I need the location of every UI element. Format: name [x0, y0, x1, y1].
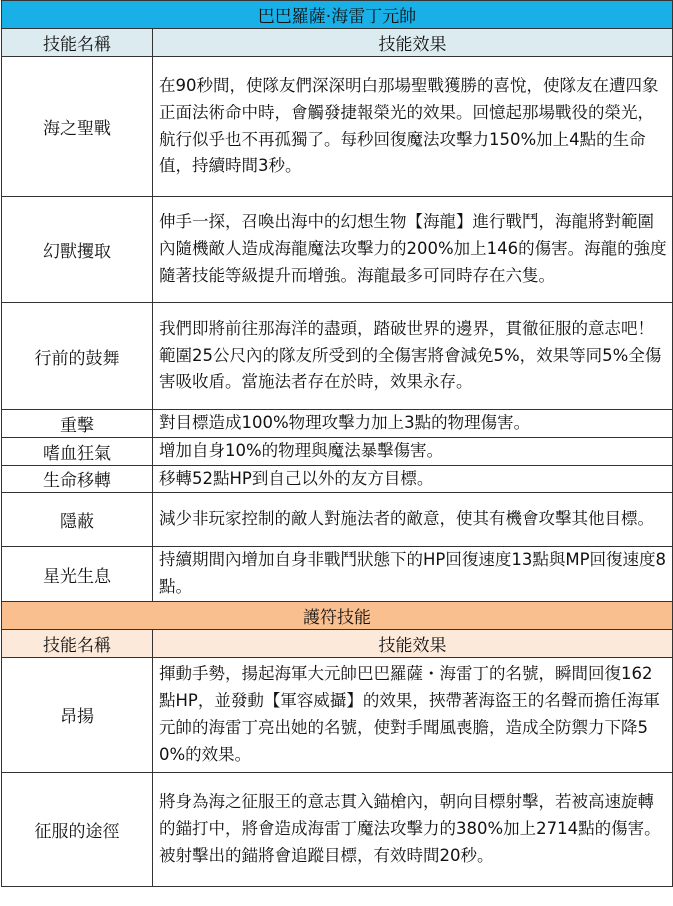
- skill-table: [1, 0, 673, 887]
- table-row: [2, 197, 673, 303]
- skill-name: 昂揚: [2, 657, 153, 772]
- table-row: [2, 410, 673, 438]
- skill-name: 生命移轉: [2, 465, 153, 493]
- table-row: [2, 657, 673, 772]
- table-row: [2, 303, 673, 410]
- table-row: [2, 437, 673, 465]
- skill-name: 幻獸攫取: [2, 197, 153, 303]
- skill-effect: 增加自身10%的物理與魔法暴擊傷害。: [153, 437, 673, 465]
- skill-name: 行前的鼓舞: [2, 303, 153, 410]
- skill-name: 征服的途徑: [2, 772, 153, 886]
- skill-name: 星光生息: [2, 547, 153, 602]
- skill-name: 隱蔽: [2, 493, 153, 547]
- amulet-section-title: 護符技能: [2, 601, 673, 629]
- column-header-skill-effect: 技能效果: [153, 629, 673, 657]
- column-header-skill-effect: 技能效果: [153, 29, 673, 57]
- table-row: [2, 772, 673, 886]
- skill-effect: 我們即將前往那海洋的盡頭，踏破世界的邊界，貫徹征服的意志吧！範圍25公尺內的隊友所受到的全傷害將會減免5%，效果等同5%全傷害吸收盾。當施法者存在於時，效果永存。: [153, 303, 673, 410]
- skill-name: 重擊: [2, 410, 153, 438]
- table-row: [2, 465, 673, 493]
- skill-effect: 將身為海之征服王的意志貫入錨槍內，朝向目標射擊，若被高速旋轉的錨打中，將會造成海雷丁魔法攻擊力的380%加上2714點的傷害。被射擊出的錨將會追蹤目標，有效時間20秒。: [153, 772, 673, 886]
- character-title: 巴巴羅薩·海雷丁元帥: [2, 1, 673, 29]
- table-row: [2, 57, 673, 197]
- skill-effect: 揮動手勢，揚起海軍大元帥巴巴羅薩・海雷丁的名號，瞬間回復162點HP，並發動【軍容威攝】的效果，挾帶著海盜王的名聲而擔任海軍元帥的海雷丁亮出她的名號，使對手聞風喪膽，造成全防禦力下降50%的效果。: [153, 657, 673, 772]
- column-header-skill-name: 技能名稱: [2, 629, 153, 657]
- column-header-skill-name: 技能名稱: [2, 29, 153, 57]
- table-row: [2, 547, 673, 602]
- skill-effect: 減少非玩家控制的敵人對施法者的敵意，使其有機會攻擊其他目標。: [153, 493, 673, 547]
- skill-name: 海之聖戰: [2, 57, 153, 197]
- skill-effect: 移轉52點HP到自己以外的友方目標。: [153, 465, 673, 493]
- skill-effect: 伸手一探，召喚出海中的幻想生物【海龍】進行戰鬥，海龍將對範圍內隨機敵人造成海龍魔法攻擊力的200%加上146的傷害。海龍的強度隨著技能等級提升而增強。海龍最多可同時存在六隻。: [153, 197, 673, 303]
- skill-name: 嗜血狂氣: [2, 437, 153, 465]
- skill-effect: 對目標造成100%物理攻擊力加上3點的物理傷害。: [153, 410, 673, 438]
- skill-effect: 在90秒間，使隊友們深深明白那場聖戰獲勝的喜悅，使隊友在遭四象正面法術命中時，會觸發捷報榮光的效果。回憶起那場戰役的榮光，航行似乎也不再孤獨了。每秒回復魔法攻擊力150%加上4點的生命值，持續時間3秒。: [153, 57, 673, 197]
- table-row: [2, 493, 673, 547]
- skill-effect: 持續期間內增加自身非戰鬥狀態下的HP回復速度13點與MP回復速度8點。: [153, 547, 673, 602]
